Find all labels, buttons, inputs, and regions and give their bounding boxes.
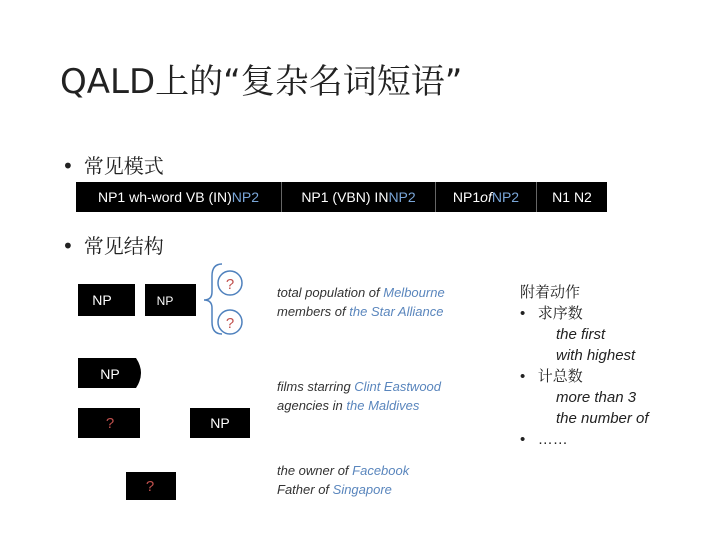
slide-title: QALD上的“复杂名词短语” [60, 62, 463, 102]
pattern-np2: NP2 [491, 189, 520, 205]
side-subitem: with highest [556, 347, 636, 364]
tree-label: ? [225, 276, 235, 293]
example-line: total population of Melbourne [277, 285, 445, 300]
example-line: members of the Star Alliance [277, 304, 444, 319]
bullet-label: 常见结构 [83, 234, 164, 258]
tree-label: NP [156, 294, 174, 308]
pattern-np2: NP2 [231, 189, 260, 205]
example-line: Father of Singapore [277, 482, 392, 497]
tree-label: ? [105, 415, 115, 432]
example-group-3 [277, 461, 409, 499]
tree-label: NP [92, 292, 112, 308]
attach-actions-list [520, 282, 649, 450]
pattern-text: NP1 [452, 189, 481, 205]
pattern-text: NP1 (VBN) IN [301, 189, 389, 205]
bullet-label: 常见模式 [83, 154, 164, 178]
tree-label: ? [225, 315, 235, 332]
pattern-of: of [480, 189, 492, 205]
example-line: agencies in the Maldives [277, 398, 420, 413]
tree-label: ? [145, 478, 155, 495]
tree-one [78, 264, 242, 334]
example-line: films starring Clint Eastwood [277, 379, 442, 394]
side-item-more: • …… [520, 431, 568, 448]
tree-label: NP [100, 366, 120, 382]
tree-two [78, 358, 250, 500]
pattern-text: N1 N2 [552, 189, 592, 205]
side-subitem: the number of [556, 410, 649, 427]
example-group-2 [277, 377, 441, 415]
bullet-dot: • [62, 154, 74, 178]
example-line: the owner of Facebook [277, 463, 410, 478]
side-item-ordinal: • 求序数 [520, 305, 583, 322]
side-heading: 附着动作 [520, 284, 581, 301]
side-item-count: • 计总数 [520, 368, 583, 385]
pattern-text: NP1 wh-word VB (IN) [97, 189, 232, 205]
pattern-np2: NP2 [388, 189, 416, 205]
tree-label: NP [210, 415, 230, 431]
side-subitem: more than 3 [556, 389, 637, 406]
example-group-1 [277, 283, 445, 321]
side-subitem: the first [556, 326, 606, 343]
bullet-dot: • [62, 234, 74, 258]
